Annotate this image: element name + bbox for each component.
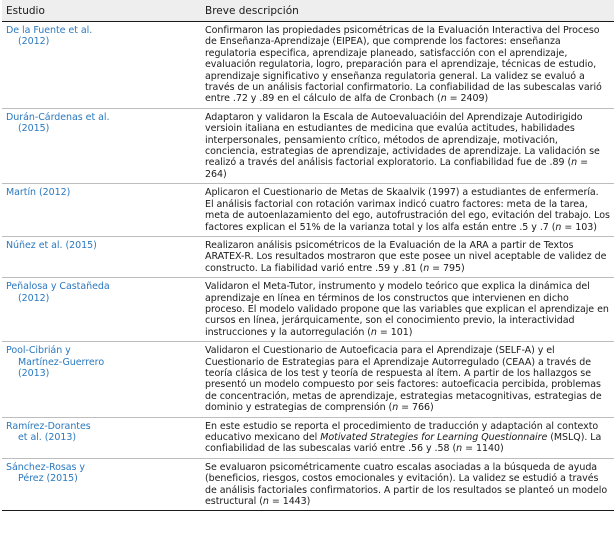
table-body [2, 22, 614, 511]
description-text: Adaptaron y validaron la Escala de Autoevaluacióin del Aprendizaje Autodirigido versioin italiana en estudiantes de medicina que evalúa actitudes, habilidades interpersonales, pensamiento crítico, métodos de aprendizaje, motivación, conciencia, estrategias de aprendizaje, actividades de aprendizaje. La validación se realizó a través del análisis factorial exploratorio. La confiabilidad fue de .89 ( [205, 111, 600, 169]
study-reference-link[interactable]: Peñalosa y Castañeda [6, 281, 110, 293]
study-reference-link[interactable]: (2013) [18, 367, 50, 379]
study-reference-link[interactable]: Núñez et al. (2015) [6, 239, 97, 251]
description-text: Confirmaron las propiedades psicométricas de la Evaluación Interactiva del Proceso de Enseñanza-Aprendizaje (EIPEA), que comprende los factores: enseñanza regulatoria especifica, aprendizaje planeado, satisfacción con el aprendizaje, evaluación regulatoria, logro, preparación para el aprendizaje, técnicas de estudio, aprendizaje significativo y enseñanza regulatoria general. La validez se evaluó a través de un análisis factorial confirmatorio. La confiabilidad de las subescalas varió entre .72 y .89 en el cálculo de alfa de Cronbach ( [205, 25, 602, 105]
header-row [2, 0, 614, 22]
description-text: = 795) [429, 262, 465, 274]
study-cell[interactable] [2, 236, 201, 277]
description-text: = 1443) [268, 496, 311, 508]
description-cell [201, 458, 614, 511]
description-text: Validaron el Meta-Tutor, instrumento y modelo teórico que explica la dinámica del aprendizaje en línea en términos de los constructos que intervienen en dicho proceso. El modelo validado propone que las variables que explican el aprendizaje en cursos en línea, jerárquicamente, son el conocimiento previo, la interactividad instrucciones y la autorregulación ( [205, 281, 609, 338]
study-reference-link[interactable]: (2012) [18, 36, 50, 48]
description-cell [201, 342, 614, 417]
description-cell [201, 184, 614, 237]
description-text: (MSLQ). La confiabilidad de las subescalas varió entre .56 y .58 ( [205, 432, 602, 455]
study-cell[interactable] [2, 458, 201, 511]
description-cell [201, 278, 614, 342]
study-reference-link[interactable]: Durán-Cárdenas et al. [6, 111, 110, 123]
table-row [2, 342, 614, 417]
description-italic-text: Motivated Strategies for Learning Questionnaire [320, 432, 548, 443]
study-reference-link[interactable]: Martínez-Guerrero [18, 356, 105, 368]
header-study: Estudio [2, 0, 201, 22]
table-row [2, 22, 614, 109]
study-reference-link[interactable]: Ramírez-Dorantes [6, 420, 91, 432]
study-reference-link[interactable]: et al. (2013) [18, 432, 77, 443]
description-cell [201, 236, 614, 277]
description-text: Se evaluaron psicométricamente cuatro escalas asociadas a la búsqueda de ayuda (beneficios, riesgos, costos emocionales y evitación). La validez se estudió a través de análisis factoriales confirmatorios. A partir de los resultados se planteó un modelo estructural ( [205, 461, 608, 508]
header-description: Breve descripción [201, 0, 614, 22]
study-reference-link[interactable]: Pérez (2015) [18, 473, 78, 485]
table-row [2, 236, 614, 277]
description-text: = 264) [205, 157, 588, 180]
table-row [2, 417, 614, 458]
study-reference-link[interactable]: Martín (2012) [6, 187, 71, 199]
study-reference-link[interactable]: Pool-Cibrián y [6, 345, 71, 357]
description-text: = 103) [561, 221, 597, 233]
description-italic-text: n [456, 443, 463, 455]
study-cell[interactable] [2, 278, 201, 342]
description-text: = 766) [398, 402, 434, 414]
description-cell [201, 22, 614, 109]
description-cell [201, 417, 614, 458]
study-cell[interactable] [2, 417, 201, 458]
study-reference-link[interactable]: (2015) [18, 123, 50, 135]
description-text: = 1140) [462, 443, 504, 455]
description-italic-text: n [423, 262, 430, 274]
studies-table [2, 0, 614, 511]
study-cell[interactable] [2, 108, 201, 183]
description-cell [201, 108, 614, 183]
table-row [2, 458, 614, 511]
study-reference-link[interactable]: (2012) [18, 292, 50, 304]
table-row [2, 278, 614, 342]
study-cell[interactable] [2, 342, 201, 417]
description-text: Validaron el Cuestionario de Autoeficacia para el Aprendizaje (SELF-A) y el Cuestionario de Estrategias para el Aprendizaje Autorregulado (CEAA) a través de teoría clásica de los test y teoría de respuesta al ítem. A partir de los hallazgos se presentó un modelo compuesto por seis factores: autoeficacia percibida, problemas de concentración, metas de aprendizaje, estrategias metacognitivas, estrategias de dominio y estrategias de comprensión ( [205, 345, 602, 414]
description-text: Realizaron análisis psicométricos de la Evaluación de la ARA a partir de Textos ARATEX-R. Los resultados mostraron que este posee un nivel aceptable de validez de constructo. La fiabilidad varió entre .59 y .81 ( [205, 239, 607, 274]
study-reference-link[interactable]: Sánchez-Rosas y [6, 461, 85, 473]
description-italic-text: n [392, 402, 399, 414]
description-text: = 101) [376, 326, 413, 338]
table-row [2, 184, 614, 237]
description-italic-text: n [440, 93, 447, 105]
table-row [2, 108, 614, 183]
description-italic-text: n [370, 326, 377, 338]
description-italic-text: n [555, 221, 562, 233]
description-text: En este estudio se reporta el procedimiento de traducción y adaptación al contexto educativo mexicano del [205, 420, 599, 443]
study-cell[interactable] [2, 22, 201, 109]
description-italic-text: n [262, 496, 269, 508]
description-italic-text: n [571, 157, 578, 169]
description-text: = 2409) [446, 93, 489, 105]
study-reference-link[interactable]: De la Fuente et al. [6, 25, 93, 36]
description-text: Aplicaron el Cuestionario de Metas de Skaalvik (1997) a estudiantes de enfermería. El análisis factorial con rotación varimax indicó cuatro factores: meta de la tarea, meta de autoenlazamiento del ego, autofrustración del ego, evitación del trabajo. Los factores explican el 51% de la varianza total y los alfa están entre .5 y .7 ( [205, 187, 610, 233]
study-cell[interactable] [2, 184, 201, 237]
table-header [2, 0, 614, 22]
